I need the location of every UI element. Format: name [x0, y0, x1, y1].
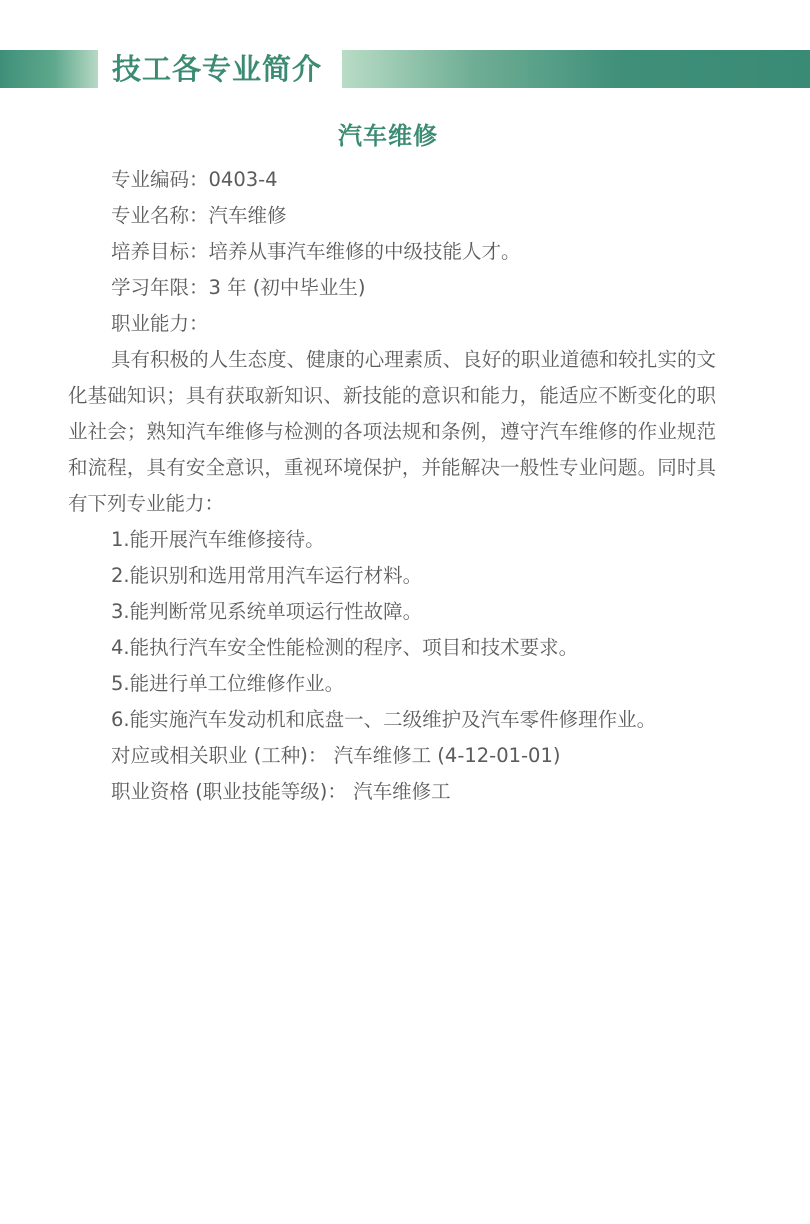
- ability-paragraph: 具有积极的人生态度、健康的心理素质、良好的职业道德和较扎实的文化基础知识；具有获取新知识、新技能的意识和能力，能适应不断变化的职业社会；熟知汽车维修与检测的各项法规和条例，遵守汽车维修的作业规范和流程，具有安全意识，重视环境保护，并能解决一般性专业问题。同时具有下列专业能力：: [68, 348, 716, 515]
- section-title: 汽车维修: [338, 122, 438, 150]
- study-duration: 学习年限：3 年 (初中毕业生): [111, 276, 366, 299]
- ability-item: 3.能判断常见系统单项运行性故障。: [111, 600, 423, 623]
- ability-item: 4.能执行汽车安全性能检测的程序、项目和技术要求。: [111, 636, 579, 659]
- banner-left-band: [0, 50, 98, 88]
- related-occupation: 对应或相关职业 (工种)： 汽车维修工 (4-12-01-01): [111, 744, 561, 767]
- vocational-qualification: 职业资格 (职业技能等级)： 汽车维修工: [111, 780, 451, 803]
- banner-right-band: [342, 50, 810, 88]
- banner-title: 技工各专业简介: [112, 52, 323, 86]
- training-goal: 培养目标：培养从事汽车维修的中级技能人才。: [111, 240, 521, 263]
- header-banner: [0, 50, 810, 88]
- ability-item: 1.能开展汽车维修接待。: [111, 528, 325, 551]
- ability-item: 2.能识别和选用常用汽车运行材料。: [111, 564, 423, 587]
- major-code: 专业编码：0403-4: [111, 168, 278, 191]
- ability-heading: 职业能力：: [111, 312, 209, 335]
- ability-item: 6.能实施汽车发动机和底盘一、二级维护及汽车零件修理作业。: [111, 708, 657, 731]
- ability-item: 5.能进行单工位维修作业。: [111, 672, 345, 695]
- major-description: [68, 162, 716, 810]
- major-name: 专业名称：汽车维修: [111, 204, 287, 227]
